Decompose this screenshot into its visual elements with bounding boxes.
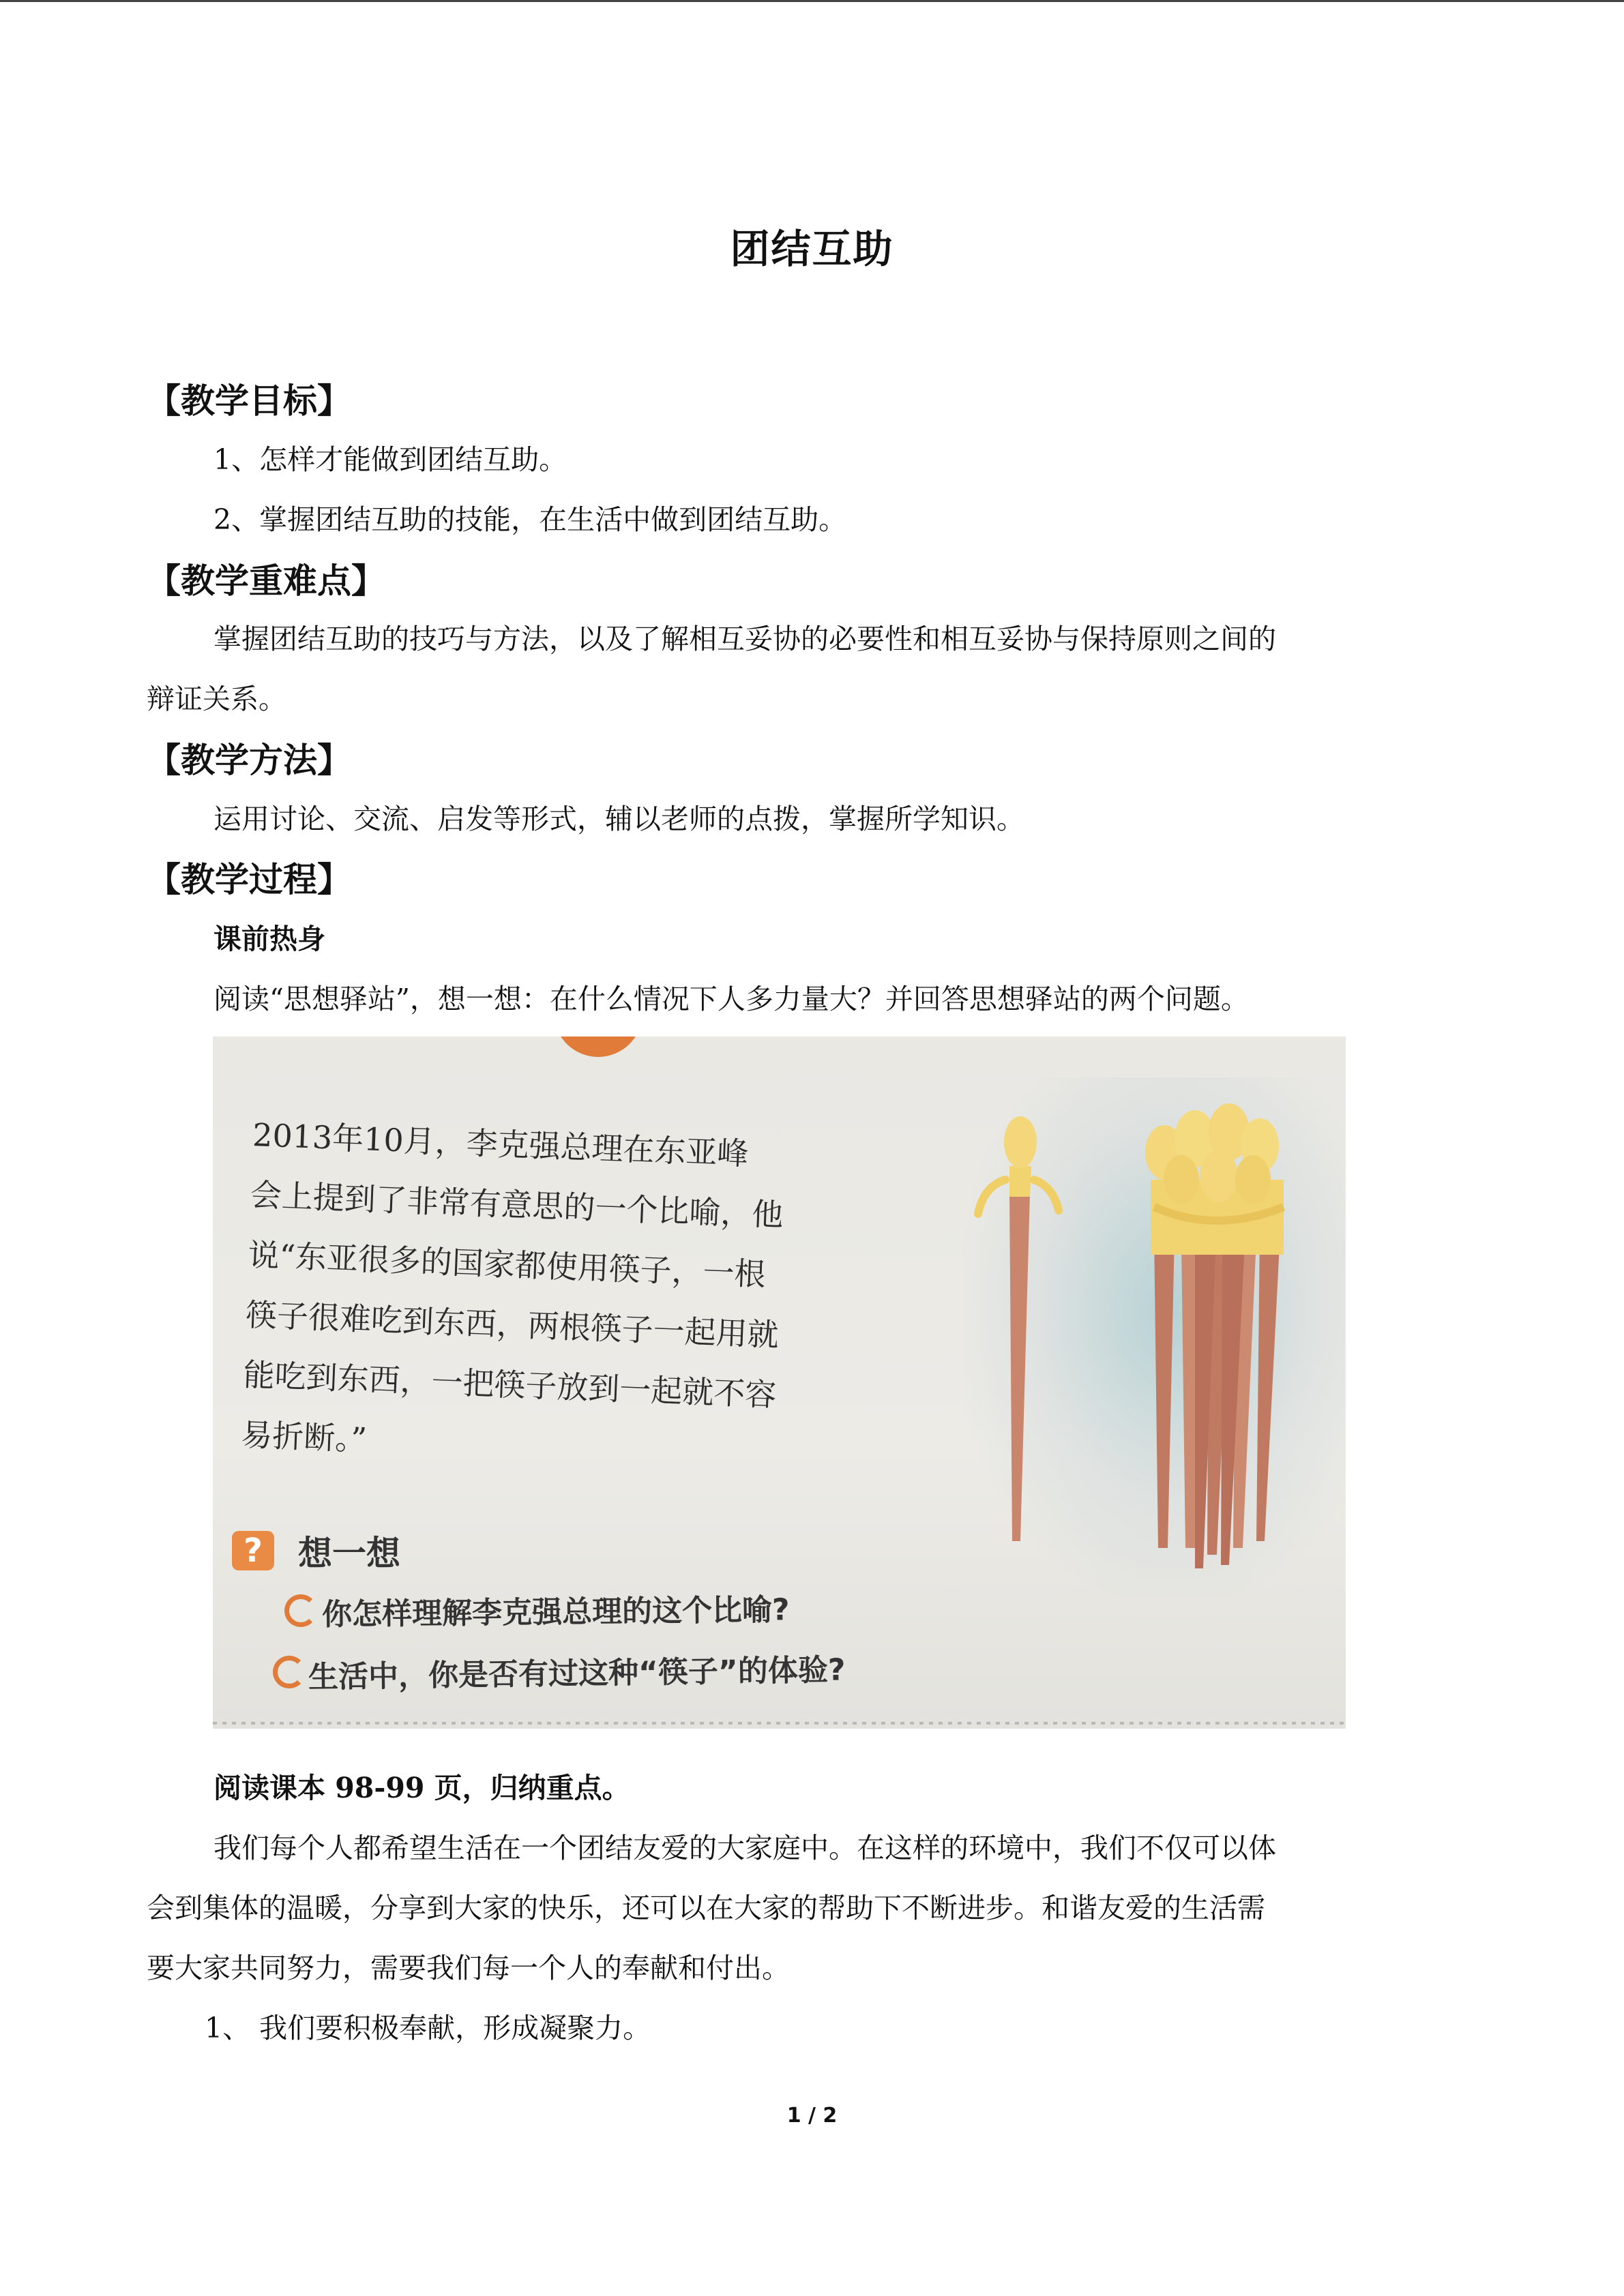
textbook-photo <box>213 1037 1346 1729</box>
reading-title: 阅读课本 98-99 页，归纳重点。 <box>213 1772 630 1804</box>
heading-key-points: 【教学重难点】 <box>147 561 385 601</box>
orange-decoration <box>554 1037 643 1057</box>
warmup-title: 课前热身 <box>213 923 325 955</box>
heading-teaching-methods: 【教学方法】 <box>147 741 351 780</box>
chopstick-bundle <box>1145 1103 1284 1568</box>
goal-item-2: 2、掌握团结互助的技能，在生活中做到团结互助。 <box>213 503 847 536</box>
key-points-line-1: 掌握团结互助的技巧与方法，以及了解相互妥协的必要性和相互妥协与保持原则之间的 <box>213 623 1276 655</box>
key-points-line-2: 辩证关系。 <box>147 683 286 715</box>
arrow-icon <box>284 1594 317 1627</box>
chopsticks-illustration <box>949 1077 1346 1596</box>
warmup-text: 阅读“思想驿站”，想一想：在什么情况下人多力量大？并回答思想驿站的两个问题。 <box>213 983 1249 1015</box>
page-number: 1 / 2 <box>786 2104 838 2128</box>
point-1: 1、 我们要积极奉献，形成凝聚力。 <box>205 2012 651 2044</box>
heading-teaching-goals: 【教学目标】 <box>147 381 351 421</box>
arrow-icon <box>273 1656 306 1688</box>
page-title: 团结互助 <box>730 226 894 272</box>
photo-question-1: 你怎样理解李克强总理的这个比喻? <box>321 1592 790 1632</box>
methods-text: 运用讨论、交流、启发等形式，辅以老师的点拨，掌握所学知识。 <box>213 803 1024 835</box>
think-title: 想一想 <box>298 1534 400 1573</box>
dotted-divider <box>213 1722 1346 1725</box>
paragraph-line-1: 我们每个人都希望生活在一个团结友爱的大家庭中。在这样的环境中，我们不仅可以体 <box>213 1832 1276 1864</box>
single-chopstick <box>978 1116 1059 1541</box>
paragraph-line-2: 会到集体的温暖，分享到大家的快乐，还可以在大家的帮助下不断进步。和谐友爱的生活需 <box>147 1892 1265 1924</box>
photo-quote-text: 2013年10月，李克强总理在东亚峰 会上提到了非常有意思的一个比喻，他 说“东亚很多的国家都使用筷子，一根 筷子很难吃到东西，两根筷子一起用就 能吃到东西，一把筷子放到一起就不容 易折断。” <box>240 1116 784 1458</box>
heading-teaching-process: 【教学过程】 <box>147 860 351 899</box>
paragraph-line-3: 要大家共同努力，需要我们每一个人的奉献和付出。 <box>147 1952 790 1984</box>
question-icon: ? <box>232 1531 274 1570</box>
goal-item-1: 1、怎样才能做到团结互助。 <box>213 443 567 476</box>
photo-question-2: 生活中，你是否有过这种“筷子”的体验? <box>308 1652 846 1695</box>
